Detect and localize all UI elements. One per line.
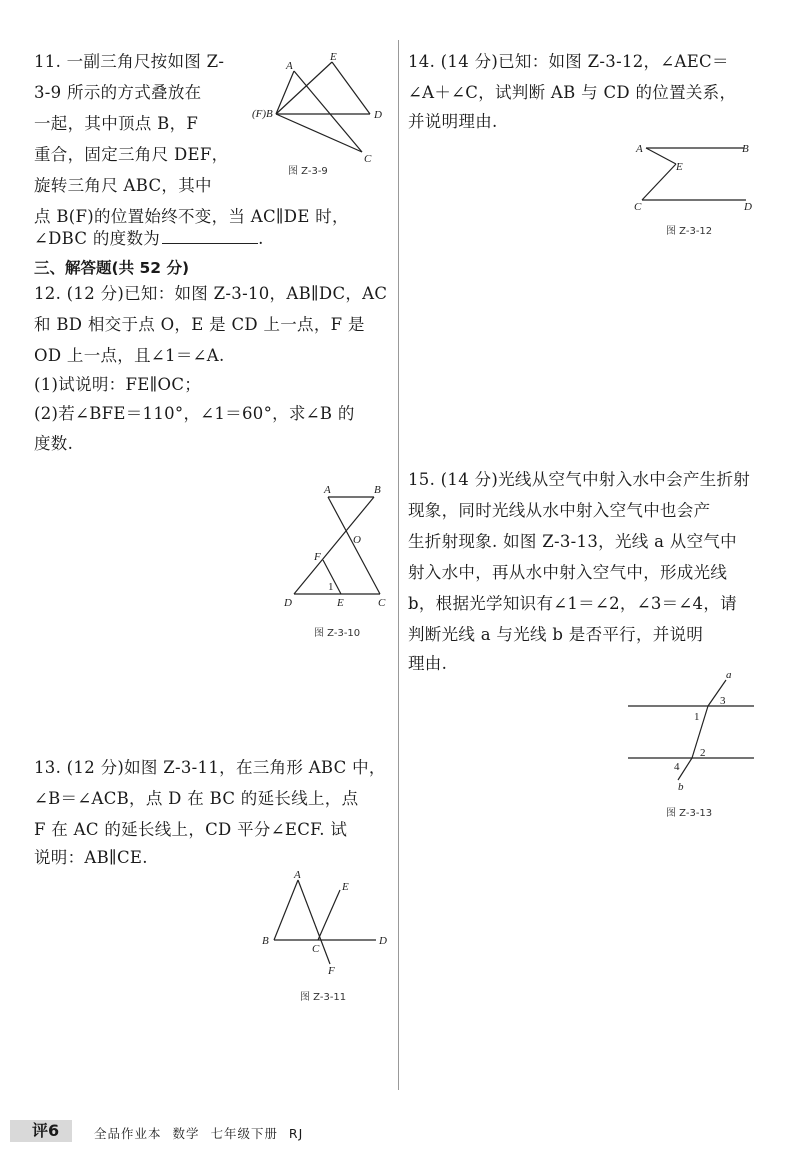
q11-line-7: [34, 229, 264, 249]
page-footer: [0, 1112, 800, 1152]
q15-line-1: 15. (14 分)光线从空气中射入水中会产生折射: [408, 470, 751, 489]
label-a: A: [636, 143, 643, 155]
q12-line-5: (2)若∠BFE＝110°，∠1＝60°，求∠B 的: [34, 404, 355, 423]
label-4: 4: [674, 761, 680, 773]
page-badge: 评6: [10, 1120, 72, 1142]
label-1: 1: [328, 581, 334, 593]
q14-line-1: 14. (14 分)已知：如图 Z-3-12，∠AEC＝: [408, 52, 729, 71]
q11-line-4: 重合，固定三角尺 DEF，: [34, 145, 229, 164]
section-3-header: 三、解答题(共 52 分): [34, 259, 190, 277]
q11-line-5: 旋转三角尺 ABC，其中: [34, 176, 212, 195]
label-o: O: [353, 534, 361, 546]
fig-line: [642, 164, 676, 200]
label-e: E: [337, 597, 344, 609]
caption-z-3-13: 图 Z-3-13: [666, 808, 713, 819]
q12-line-4: (1)试说明：FE∥OC；: [34, 375, 202, 394]
label-f: F: [328, 965, 335, 977]
label-c: C: [312, 943, 320, 955]
q13-line-4: 说明：AB∥CE.: [34, 848, 148, 867]
label-bf: (F)B: [252, 108, 273, 120]
fig-line: [646, 148, 676, 164]
label-e: E: [676, 161, 683, 173]
q11-line-1: 11. 一副三角尺按如图 Z-: [34, 52, 225, 71]
q12-line-6: 度数.: [34, 434, 74, 453]
label-e: E: [330, 51, 337, 63]
label-f: F: [314, 551, 321, 563]
q15-line-6: 判断光线 a 与光线 b 是否平行，并说明: [408, 625, 704, 644]
q15-line-5: b，根据光学知识有∠1＝∠2，∠3＝∠4，请: [408, 594, 737, 613]
q11-line-3: 一起，其中顶点 B，F: [34, 114, 199, 133]
label-b: B: [374, 484, 381, 496]
fig-line: [332, 62, 370, 114]
label-a: a: [726, 669, 732, 681]
figure-z-3-9: [250, 51, 400, 165]
label-c: C: [364, 153, 372, 165]
answer-blank[interactable]: [162, 229, 258, 244]
label-3: 3: [720, 695, 726, 707]
label-e: E: [342, 881, 349, 893]
label-a: A: [294, 869, 301, 881]
label-d: D: [379, 935, 387, 947]
label-b: B: [262, 935, 269, 947]
caption-z-3-9: 图 Z-3-9: [288, 166, 328, 177]
caption-z-3-11: 图 Z-3-11: [300, 992, 347, 1003]
label-2: 2: [700, 747, 706, 759]
q12-line-3: OD 上一点，且∠1＝∠A.: [34, 346, 225, 365]
fig-line: [294, 71, 362, 152]
figure-z-3-13: [626, 670, 766, 794]
q15-line-3: 生折射现象. 如图 Z-3-13，光线 a 从空气中: [408, 532, 737, 551]
label-d: D: [284, 597, 292, 609]
label-a: A: [324, 484, 331, 496]
caption-z-3-10: 图 Z-3-10: [314, 628, 361, 639]
q13-line-1: 13. (12 分)如图 Z-3-11，在三角形 ABC 中，: [34, 758, 386, 777]
fig-line: [276, 71, 294, 114]
book-info: 全品作业本 数学 七年级下册 RJ: [94, 1126, 304, 1141]
q11-last-text: ∠DBC 的度数为: [34, 229, 161, 248]
q12-line-1: 12. (12 分)已知：如图 Z-3-10，AB∥DC，AC: [34, 284, 388, 303]
label-b: b: [678, 781, 684, 793]
figure-z-3-10: [284, 484, 394, 609]
label-1: 1: [694, 711, 700, 723]
q14-line-2: ∠A＋∠C，试判断 AB 与 CD 的位置关系，: [408, 83, 737, 102]
label-a: A: [286, 60, 293, 72]
q12-line-2: 和 BD 相交于点 O，E 是 CD 上一点，F 是: [34, 315, 365, 334]
q15-line-7: 理由.: [408, 654, 448, 673]
q13-line-3: F 在 AC 的延长线上，CD 平分∠ECF. 试: [34, 820, 348, 839]
fig-line: [276, 114, 362, 152]
caption-z-3-12: 图 Z-3-12: [666, 226, 713, 237]
column-divider: [398, 40, 399, 1090]
q11-line-2: 3-9 所示的方式叠放在: [34, 83, 202, 102]
fig-line: [274, 880, 298, 940]
figure-z-3-12: [634, 140, 764, 218]
q11-line-6: 点 B(F)的位置始终不变，当 AC∥DE 时，: [34, 207, 349, 226]
figure-z-3-11: [262, 868, 402, 978]
q15-line-4: 射入水中，再从水中射入空气中，形成光线: [408, 563, 728, 582]
fig-line: [318, 890, 340, 940]
q11-end-mark: .: [258, 229, 264, 248]
fig-line: [294, 497, 374, 594]
fig-line: [678, 758, 692, 780]
label-d: D: [374, 109, 382, 121]
label-d: D: [744, 201, 752, 213]
q15-line-2: 现象，同时光线从水中射入空气中也会产: [408, 501, 711, 520]
label-c: C: [634, 201, 642, 213]
q13-line-2: ∠B＝∠ACB，点 D 在 BC 的延长线上，点: [34, 789, 359, 808]
label-b: B: [742, 143, 749, 155]
q14-line-3: 并说明理由.: [408, 112, 498, 131]
label-c: C: [378, 597, 386, 609]
